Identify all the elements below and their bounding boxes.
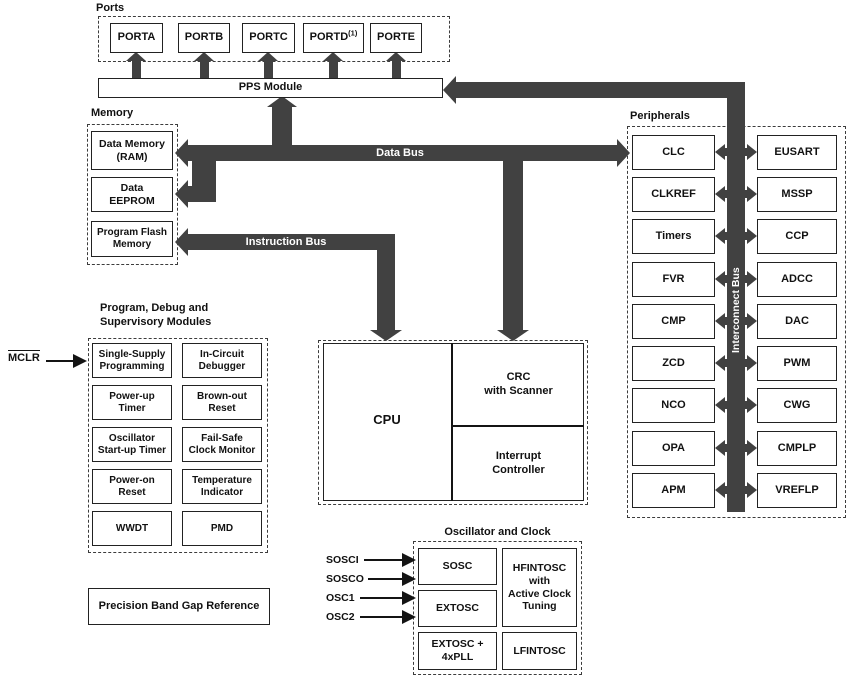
crc-label-line1: CRC [506, 371, 531, 383]
osc-box-hfintosc: HFINTOSC with Active Clock Tuning [502, 548, 577, 627]
interconnect-row-1-shaft [723, 148, 749, 156]
instruction-bus-label: Instruction Bus [245, 236, 327, 248]
interconnect-row-7-arrow-right [747, 397, 757, 413]
interconnect-row-6-arrow-left [715, 355, 725, 371]
pdsm-box-single-supply-programming: Single-Supply Programming [92, 343, 172, 378]
portd-footnote-marker: (1) [348, 28, 358, 38]
peripherals-heading: Peripherals [630, 110, 690, 122]
peripheral-box-apm: APM [632, 473, 715, 508]
interconnect-row-8-arrow-left [715, 440, 725, 456]
mclr-arrow-line [46, 360, 74, 362]
osc2-arrowhead [402, 610, 416, 624]
peripheral-box-timers: Timers [632, 219, 715, 254]
pps-module-box: PPS Module [98, 78, 443, 98]
ram-label-line1: Data Memory [99, 137, 165, 150]
data-bus-label: Data Bus [376, 147, 424, 159]
peripheral-box-ccp: CCP [757, 219, 837, 254]
interconnect-row-2-arrow-right [747, 186, 757, 202]
pin-label-osc2: OSC2 [326, 611, 355, 623]
interconnect-row-3-arrow-left [715, 228, 725, 244]
pdsm-heading-line1: Program, Debug and [100, 302, 209, 314]
instruction-bus-cpu-arrowhead [370, 330, 402, 341]
peripheral-box-clkref: CLKREF [632, 177, 715, 212]
osc-box-extosc: EXTOSC [418, 590, 497, 627]
mclr-label: MCLR [8, 352, 40, 364]
peripheral-box-cmp: CMP [632, 304, 715, 339]
interconnect-row-1-arrow-right [747, 144, 757, 160]
pps-portc-arrowhead [258, 52, 278, 61]
peripheral-box-opa: OPA [632, 431, 715, 466]
sosci-arrowhead [402, 553, 416, 567]
port-box-porta: PORTA [110, 23, 163, 53]
pdsm-box-fail-safe-clock-monitor: Fail-Safe Clock Monitor [182, 427, 262, 462]
pin-label-osc1: OSC1 [326, 592, 355, 604]
interconnect-row-9-shaft [723, 486, 749, 494]
interconnect-row-4-arrow-right [747, 271, 757, 287]
port-box-porte: PORTE [370, 23, 422, 53]
peripheral-box-fvr: FVR [632, 262, 715, 297]
interconnect-row-1-arrow-left [715, 144, 725, 160]
data-bus-pps-riser [272, 107, 292, 147]
pps-portb-arrow-stem [200, 61, 209, 78]
peripheral-box-nco: NCO [632, 388, 715, 423]
portd-label: PORTD [309, 31, 349, 44]
interconnect-pps-arrowhead [443, 76, 456, 104]
peripheral-box-cwg: CWG [757, 388, 837, 423]
eeprom-label-line2: EEPROM [109, 194, 155, 207]
interconnect-row-3-arrow-right [747, 228, 757, 244]
pdsm-box-power-up-timer: Power-up Timer [92, 385, 172, 420]
instruction-bus-stem [377, 234, 395, 330]
interrupt-controller-label [453, 450, 584, 478]
peripheral-box-vreflp: VREFLP [757, 473, 837, 508]
peripheral-box-clc: CLC [632, 135, 715, 170]
flash-label-line1: Program Flash [96, 227, 168, 238]
peripheral-box-pwm: PWM [757, 346, 837, 381]
interconnect-bus-label: Interconnect Bus [730, 267, 742, 353]
interconnect-row-2-arrow-left [715, 186, 725, 202]
pdsm-box-in-circuit-debugger: In-Circuit Debugger [182, 343, 262, 378]
interrupt-label-line1: Interrupt [495, 450, 542, 462]
pps-porte-arrow-stem [392, 61, 401, 78]
data-bus-cpu-drop [503, 153, 523, 330]
cpu-label: CPU [373, 412, 401, 427]
band-gap-reference-box: Precision Band Gap Reference [88, 588, 270, 625]
interconnect-row-4-arrow-left [715, 271, 725, 287]
peripheral-box-zcd: ZCD [632, 346, 715, 381]
memory-box-eeprom [91, 177, 173, 212]
port-box-portc: PORTC [242, 23, 295, 53]
eeprom-branch-shaft [186, 186, 216, 202]
crc-with-scanner-label [453, 371, 584, 399]
memory-box-flash [91, 221, 173, 257]
portd-label-line [309, 28, 358, 44]
pdsm-heading-line2: Supervisory Modules [100, 316, 212, 328]
interconnect-row-9-arrow-left [715, 482, 725, 498]
port-box-portd [303, 23, 364, 53]
peripheral-box-mssp: MSSP [757, 177, 837, 212]
pps-porte-arrowhead [386, 52, 406, 61]
pps-porta-arrowhead [126, 52, 146, 61]
data-bus-cpu-arrowhead [497, 330, 529, 341]
cpu-horizontal-divider [451, 425, 584, 427]
pps-porta-arrow-stem [132, 61, 141, 78]
peripheral-box-adcc: ADCC [757, 262, 837, 297]
pps-portd-arrowhead [323, 52, 343, 61]
instruction-bus-arrowhead-flash [175, 228, 188, 256]
eeprom-arrowhead [175, 180, 188, 208]
pps-portc-arrow-stem [264, 61, 273, 78]
memory-heading: Memory [91, 107, 134, 119]
pdsm-box-brown-out-reset: Brown-out Reset [182, 385, 262, 420]
interconnect-row-6-arrow-right [747, 355, 757, 371]
pin-label-sosci: SOSCI [326, 554, 359, 566]
interconnect-row-9-arrow-right [747, 482, 757, 498]
sosco-arrowhead [402, 572, 416, 586]
osc1-arrowhead [402, 591, 416, 605]
flash-label-line2: Memory [112, 239, 152, 250]
osc-box-sosc: SOSC [418, 548, 497, 585]
interconnect-row-8-shaft [723, 444, 749, 452]
osc1-arrow-line [360, 597, 402, 599]
interconnect-row-2-shaft [723, 190, 749, 198]
peripheral-box-cmplp: CMPLP [757, 431, 837, 466]
pin-label-sosco: SOSCO [326, 573, 364, 585]
sosci-arrow-line [364, 559, 402, 561]
sosco-arrow-line [368, 578, 402, 580]
crc-label-line2: with Scanner [484, 384, 553, 397]
osc-box-extosc-4xpll: EXTOSC + 4xPLL [418, 632, 497, 670]
pdsm-box-wwdt: WWDT [92, 511, 172, 546]
interconnect-row-5-arrow-left [715, 313, 725, 329]
interconnect-row-7-arrow-left [715, 397, 725, 413]
osc2-arrow-line [360, 616, 402, 618]
data-bus-arrowhead-peripherals [617, 139, 630, 167]
mclr-arrowhead [73, 354, 87, 368]
pps-portd-arrow-stem [329, 61, 338, 78]
pdsm-box-oscillator-start-up-timer: Oscillator Start-up Timer [92, 427, 172, 462]
interconnect-row-8-arrow-right [747, 440, 757, 456]
ports-heading: Ports [96, 2, 125, 14]
pdsm-box-pmd: PMD [182, 511, 262, 546]
memory-box-ram [91, 131, 173, 170]
pdsm-box-power-on-reset: Power-on Reset [92, 469, 172, 504]
port-box-portb: PORTB [178, 23, 230, 53]
osc-box-lfintosc: LFINTOSC [502, 632, 577, 670]
oscillator-heading: Oscillator and Clock [444, 526, 551, 538]
peripheral-box-eusart: EUSART [757, 135, 837, 170]
pdsm-box-temperature-indicator: Temperature Indicator [182, 469, 262, 504]
peripheral-box-dac: DAC [757, 304, 837, 339]
interrupt-label-line2: Controller [492, 463, 545, 476]
pps-portb-arrowhead [194, 52, 214, 61]
interconnect-top-shaft [456, 82, 745, 98]
interconnect-row-5-arrow-right [747, 313, 757, 329]
data-bus-arrowhead-ram [175, 139, 188, 167]
ram-label-line2: (RAM) [116, 150, 148, 163]
eeprom-label-line1: Data [120, 181, 144, 194]
